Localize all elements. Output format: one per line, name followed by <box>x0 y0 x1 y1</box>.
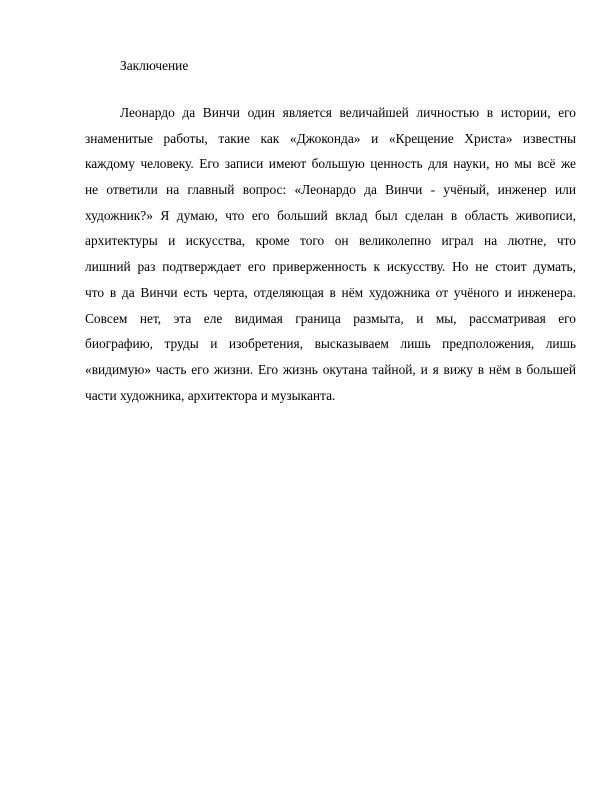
paragraph-line: части художника, архитектора и музыканта. <box>85 387 336 403</box>
paragraph-line: каждому человеку. Его записи имеют большую ценность для науки, но мы всё же <box>85 156 576 172</box>
paragraph-line: не ответили на главный вопрос: «Леонардо да Винчи - учёный, инженер или <box>85 182 576 198</box>
paragraph-line: «видимую» часть его жизни. Его жизнь окутана тайной, и я вижу в нём в большей <box>85 361 576 377</box>
paragraph-line: биографию, труды и изобретения, высказываем лишь предположения, лишь <box>85 336 576 352</box>
document-heading: Заключение <box>120 58 189 73</box>
paragraph-line: что в да Винчи есть черта, отделяющая в нём художника от учёного и инженера. <box>85 284 576 300</box>
paragraph-line: Совсем нет, эта еле видимая граница размыта, и мы, рассматривая его <box>85 310 576 326</box>
paragraph-line: знаменитые работы, такие как «Джоконда» и «Крещение Христа» известны <box>85 130 576 146</box>
paragraph-line: художник?» Я думаю, что его больший вклад был сделан в область живописи, <box>85 207 576 223</box>
paragraph-line: архитектуры и искусства, кроме того он великолепно играл на лютне, что <box>85 233 576 249</box>
paragraph-line: Леонардо да Винчи один является величайшей личностью в истории, его <box>120 105 576 120</box>
paragraph-line: лишний раз подтверждает его приверженность к искусству. Но не стоит думать, <box>85 259 576 275</box>
conclusion-paragraph <box>85 100 576 408</box>
